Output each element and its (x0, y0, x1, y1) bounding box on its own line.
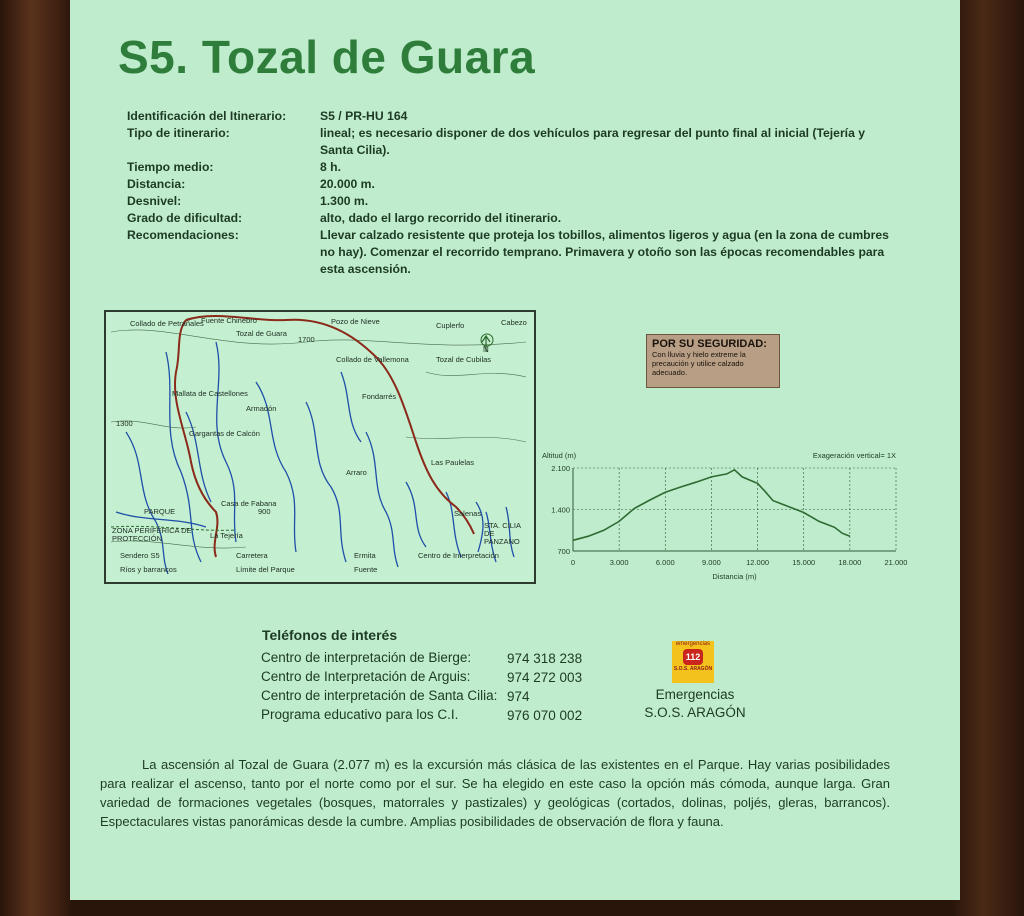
info-row (127, 159, 897, 176)
phone-name: Centro de interpretación de Santa Cilia: (261, 688, 498, 703)
x-tick-label: 21.000 (884, 558, 908, 567)
map-place: Fuente Chinebro (201, 316, 257, 325)
x-tick-label: 0 (570, 558, 576, 567)
info-label: Desnivel: (127, 194, 182, 208)
sos-label: Emergencias (655, 687, 735, 702)
map-place: Cuplerfo (436, 321, 465, 330)
info-label: Tipo de itinerario: (127, 126, 230, 140)
legend-road: Carretera (236, 551, 268, 560)
warning-title: POR SU SEGURIDAD: (652, 338, 767, 350)
info-value: 20.000 m. (320, 177, 375, 191)
map-place: STA. CILIA DE PANZANO (484, 521, 521, 546)
map-place: Collado de Petrañales (130, 319, 204, 328)
legend-park-limit: Límite del Parque (236, 565, 295, 574)
phone-icon: 112 (683, 649, 703, 665)
x-tick-label: 6.000 (655, 558, 675, 567)
map-place: Tozal de Cubilas (436, 355, 492, 364)
sign-title: S5. Tozal de Guara (118, 31, 536, 83)
y-tick-label: 700 (557, 547, 570, 556)
info-row (127, 210, 897, 227)
phone-number: 974 (507, 689, 530, 704)
elevation-chart (538, 450, 918, 590)
legend-interpretation-center: Centro de Interpretación (418, 551, 499, 560)
info-value: 8 h. (320, 160, 341, 174)
route-description: La ascensión al Tozal de Guara (2.077 m) es la excursión más clásica de las existentes en el Parque. Hay varias posibilidades para realizar el ascenso, tanto por el norte como por el sur. Se ha elegido en este caso la opción más cómoda, aunque larga. Gran variedad de formaciones vegetales (bosques, matorrales y pastizales) y geológicas (cortados, dolinas, poljés, gleras, barrancos). Espectaculares vistas panorámicas desde la cumbre. Amplias posibilidades de observación de flora y fauna. (100, 757, 890, 829)
info-value: S5 / PR-HU 164 (320, 109, 408, 123)
map-place: Cabezo (501, 318, 527, 327)
map-contour-label: 1300 (116, 419, 133, 428)
map-place: PARQUE (144, 507, 176, 516)
map-place: Mallata de Castellones (172, 389, 248, 398)
info-label: Distancia: (127, 177, 186, 191)
map-place: Fondarrés (362, 392, 397, 401)
sos-logo-caption: emergencias (675, 641, 711, 647)
y-tick-label: 1.400 (551, 505, 570, 515)
phone-name: Centro de Interpretación de Arguis: (261, 669, 471, 684)
info-value: lineal; es necesario disponer de dos vehículos para regresar del punto final al inicial (Tejería y Santa Cilia). (320, 126, 866, 157)
legend-rivers: Ríos y barrancos (120, 565, 177, 574)
info-row (127, 176, 897, 193)
y-tick-label: 2.100 (551, 464, 570, 473)
info-value: alto, dado el largo recorrido del itinerario. (320, 211, 562, 225)
phone-number: 974 318 238 (507, 651, 583, 666)
info-row (127, 193, 897, 210)
legend-spring: Fuente (354, 565, 378, 574)
map-contour-label: 1700 (298, 335, 315, 344)
info-row (127, 227, 897, 278)
map-place: Salenas (454, 509, 482, 518)
info-row (127, 125, 897, 159)
route-map (104, 310, 536, 584)
map-place: Pozo de Nieve (331, 317, 380, 326)
info-label: Tiempo medio: (127, 160, 214, 174)
info-row (127, 108, 897, 125)
info-value: Llevar calzado resistente que proteja los tobillos, alimentos ligeros y agua (en la zona de cumbres no hay). Comenzar el recorrido temprano. Primavera y otoño son las épocas recomendables para esta ascensión. (320, 228, 889, 276)
info-value: 1.300 m. (320, 194, 369, 208)
info-label: Identificación del Itinerario: (127, 109, 287, 123)
map-place: Gargantas de Calcón (189, 429, 260, 438)
map-place: Las Paulelas (431, 458, 474, 467)
legend-hermitage: Ermita (354, 551, 376, 560)
map-place: La Tejería (210, 531, 243, 540)
phone-number: 974 272 003 (507, 670, 583, 685)
warning-text: Con lluvia y hielo extreme la precaución y utilice calzado adecuado. (652, 350, 746, 377)
x-axis-label: Distancia (m) (712, 572, 757, 581)
x-tick-label: 9.000 (702, 558, 721, 567)
info-label: Recomendaciones: (127, 228, 239, 242)
safety-warning (646, 334, 780, 388)
sos-logo-caption: S.O.S. ARAGÓN (673, 666, 713, 672)
map-contour-label: 900 (258, 507, 271, 516)
map-place: Armadón (246, 404, 277, 413)
x-tick-label: 18.000 (838, 558, 862, 567)
x-tick-label: 12.000 (746, 558, 770, 567)
map-place: Casa de Fabana (221, 499, 277, 508)
map-place: Tozal de Guara (236, 329, 287, 338)
phone-number: 976 070 002 (507, 708, 583, 723)
north-label: N (483, 345, 489, 354)
map-place: ZONA PERIFÉRICA DE PROTECCIÓN (112, 526, 192, 543)
phones-title: Teléfonos de interés (262, 627, 398, 643)
x-tick-label: 15.000 (792, 558, 816, 567)
elevation-profile (538, 450, 918, 590)
sos-label: S.O.S. ARAGÓN (644, 705, 746, 720)
info-label: Grado de dificultad: (127, 211, 243, 225)
route-info (127, 108, 897, 278)
sos-aragon-logo (672, 641, 714, 683)
exaggeration-note: Exageración vertical= 1X (812, 451, 896, 460)
legend-trail: Sendero S5 (120, 551, 160, 560)
map-place: Collado de Vallemona (336, 355, 409, 364)
phone-name: Programa educativo para los C.I. (261, 707, 459, 722)
phone-name: Centro de interpretación de Bierge: (261, 650, 472, 665)
map-place: Arraro (346, 468, 367, 477)
x-tick-label: 3.000 (609, 558, 629, 567)
y-axis-label: Altitud (m) (542, 451, 577, 460)
